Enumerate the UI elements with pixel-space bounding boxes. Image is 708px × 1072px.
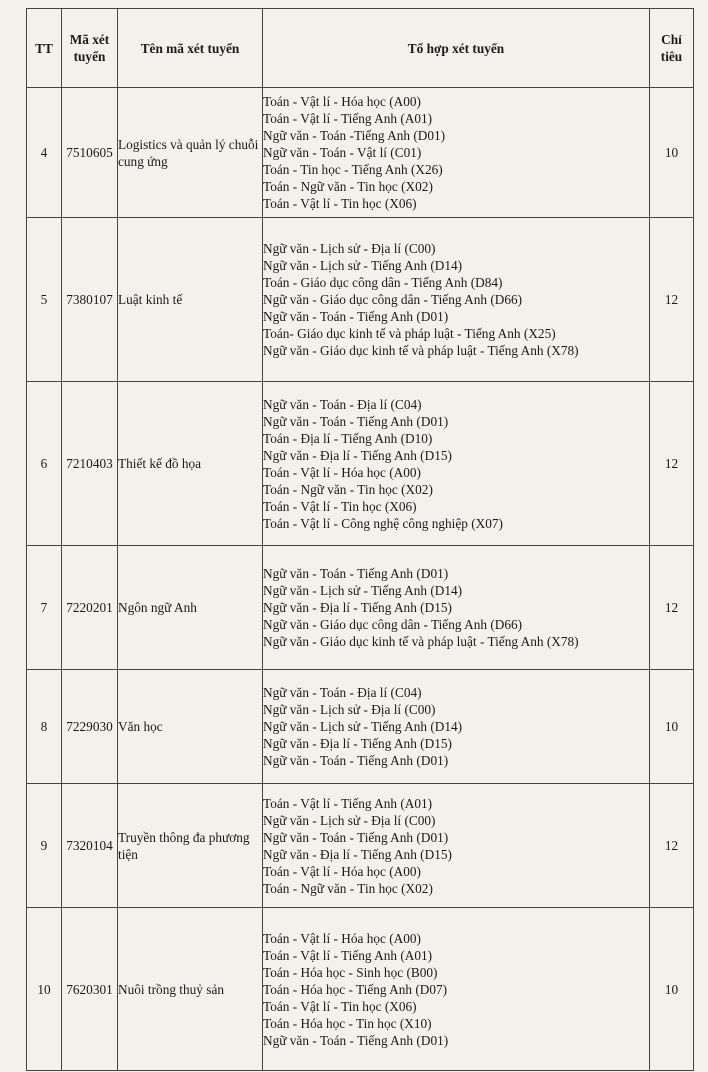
combo-item: Toán - Hóa học - Tin học (X10) (263, 1015, 432, 1031)
row-quota-cell: 10 (650, 88, 694, 218)
combo-item: Toán - Ngữ văn - Tin học (X02) (263, 880, 433, 896)
row-quota-cell: 12 (650, 218, 694, 382)
row-quota-cell: 12 (650, 784, 694, 908)
combo-item: Ngữ văn - Toán -Tiếng Anh (D01) (263, 128, 446, 143)
header-tt: TT (27, 9, 62, 88)
combo-item: Toán - Vật lí - Hóa học (A00) (263, 930, 421, 946)
combo-item: Ngữ văn - Địa lí - Tiếng Anh (D15) (263, 846, 452, 862)
row-code-cell: 7229030 (62, 670, 118, 784)
combo-item: Toán - Vật lí - Tiếng Anh (A01) (263, 111, 433, 126)
combo-item: Toán - Vật lí - Tiếng Anh (A01) (263, 947, 433, 963)
row-name-cell: Truyền thông đa phương tiện (118, 784, 263, 908)
combo-item: Toán - Địa lí - Tiếng Anh (D10) (263, 430, 433, 446)
row-code-cell: 7510605 (62, 88, 118, 218)
combo-item: Ngữ văn - Toán - Địa lí (C04) (263, 396, 422, 412)
table-row (27, 546, 694, 670)
combo-item: Ngữ văn - Giáo dục công dân - Tiếng Anh (D66) (263, 292, 523, 307)
table-row (27, 218, 694, 382)
row-quota-cell: 12 (650, 382, 694, 546)
row-combos-cell (263, 218, 650, 382)
combo-item: Toán- Giáo dục kinh tế và pháp luật - Tiếng Anh (X25) (263, 326, 556, 341)
table-body (27, 88, 694, 1071)
combo-item: Ngữ văn - Toán - Tiếng Anh (D01) (263, 1032, 449, 1048)
combo-item: Ngữ văn - Lịch sử - Tiếng Anh (D14) (263, 258, 463, 273)
row-tt-cell: 9 (27, 784, 62, 908)
row-combos-cell (263, 908, 650, 1071)
combo-item: Toán - Hóa học - Tiếng Anh (D07) (263, 981, 448, 997)
combo-item: Ngữ văn - Toán - Địa lí (C04) (263, 685, 422, 700)
combo-item: Toán - Vật lí - Hóa học (A00) (263, 464, 421, 480)
row-combos-cell (263, 670, 650, 784)
combo-item: Ngữ văn - Toán - Tiếng Anh (D01) (263, 829, 449, 845)
combo-item: Ngữ văn - Lịch sử - Địa lí (C00) (263, 241, 436, 256)
table-row (27, 908, 694, 1071)
header-quota: Chỉ tiêu (650, 9, 694, 88)
combo-item: Toán - Tin học - Tiếng Anh (X26) (263, 162, 443, 177)
header-code: Mã xét tuyển (62, 9, 118, 88)
combo-item: Ngữ văn - Địa lí - Tiếng Anh (D15) (263, 736, 452, 751)
row-code-cell: 7320104 (62, 784, 118, 908)
row-combos-cell (263, 546, 650, 670)
row-tt-cell: 7 (27, 546, 62, 670)
combo-item: Toán - Vật lí - Tin học (X06) (263, 998, 417, 1014)
row-tt-cell: 4 (27, 88, 62, 218)
row-name-cell: Luật kinh tế (118, 218, 263, 382)
combo-item: Ngữ văn - Toán - Tiếng Anh (D01) (263, 309, 449, 324)
header-combos: Tổ hợp xét tuyển (263, 9, 650, 88)
row-name-cell: Ngôn ngữ Anh (118, 546, 263, 670)
row-code-cell: 7620301 (62, 908, 118, 1071)
header-name: Tên mã xét tuyển (118, 9, 263, 88)
combo-item: Toán - Vật lí - Hóa học (A00) (263, 863, 421, 879)
row-code-cell: 7380107 (62, 218, 118, 382)
row-tt-cell: 6 (27, 382, 62, 546)
combo-item: Ngữ văn - Toán - Vật lí (C01) (263, 145, 422, 160)
row-quota-cell: 12 (650, 546, 694, 670)
row-name-cell: Nuôi trồng thuỷ sản (118, 908, 263, 1071)
combo-item: Ngữ văn - Giáo dục kinh tế và pháp luật - Tiếng Anh (X78) (263, 343, 579, 358)
row-quota-cell: 10 (650, 908, 694, 1071)
combo-item: Ngữ văn - Giáo dục công dân - Tiếng Anh (D66) (263, 617, 523, 632)
combo-item: Toán - Ngữ văn - Tin học (X02) (263, 481, 433, 497)
combo-item: Toán - Ngữ văn - Tin học (X02) (263, 179, 433, 194)
row-quota-cell: 10 (650, 670, 694, 784)
row-tt-cell: 8 (27, 670, 62, 784)
combo-item: Ngữ văn - Lịch sử - Địa lí (C00) (263, 702, 436, 717)
combo-item: Ngữ văn - Giáo dục kinh tế và pháp luật - Tiếng Anh (X78) (263, 634, 579, 649)
admissions-table (26, 8, 694, 1071)
row-code-cell: 7220201 (62, 546, 118, 670)
row-tt-cell: 10 (27, 908, 62, 1071)
table-row (27, 382, 694, 546)
combo-item: Toán - Hóa học - Sinh học (B00) (263, 964, 438, 980)
row-combos-cell (263, 784, 650, 908)
combo-item: Ngữ văn - Lịch sử - Tiếng Anh (D14) (263, 583, 463, 598)
combo-item: Ngữ văn - Địa lí - Tiếng Anh (D15) (263, 447, 452, 463)
combo-item: Ngữ văn - Lịch sử - Tiếng Anh (D14) (263, 719, 463, 734)
row-name-cell: Logistics và quản lý chuỗi cung ứng (118, 88, 263, 218)
row-combos-cell (263, 382, 650, 546)
header-row (27, 9, 694, 88)
combo-item: Toán - Vật lí - Công nghệ công nghiệp (X07) (263, 515, 503, 531)
row-name-cell: Văn học (118, 670, 263, 784)
row-tt-cell: 5 (27, 218, 62, 382)
table-row (27, 784, 694, 908)
combo-item: Ngữ văn - Toán - Tiếng Anh (D01) (263, 566, 449, 581)
combo-item: Toán - Vật lí - Tin học (X06) (263, 196, 417, 211)
combo-item: Ngữ văn - Địa lí - Tiếng Anh (D15) (263, 600, 452, 615)
combo-item: Ngữ văn - Lịch sử - Địa lí (C00) (263, 812, 436, 828)
combo-item: Toán - Vật lí - Tin học (X06) (263, 498, 417, 514)
combo-item: Toán - Vật lí - Tiếng Anh (A01) (263, 795, 433, 811)
table-row (27, 670, 694, 784)
combo-item: Toán - Giáo dục công dân - Tiếng Anh (D84) (263, 275, 503, 290)
row-code-cell: 7210403 (62, 382, 118, 546)
combo-item: Toán - Vật lí - Hóa học (A00) (263, 94, 421, 109)
row-name-cell: Thiết kế đồ họa (118, 382, 263, 546)
table-row (27, 88, 694, 218)
combo-item: Ngữ văn - Toán - Tiếng Anh (D01) (263, 413, 449, 429)
table-header (27, 9, 694, 88)
combo-item: Ngữ văn - Toán - Tiếng Anh (D01) (263, 753, 449, 768)
row-combos-cell (263, 88, 650, 218)
